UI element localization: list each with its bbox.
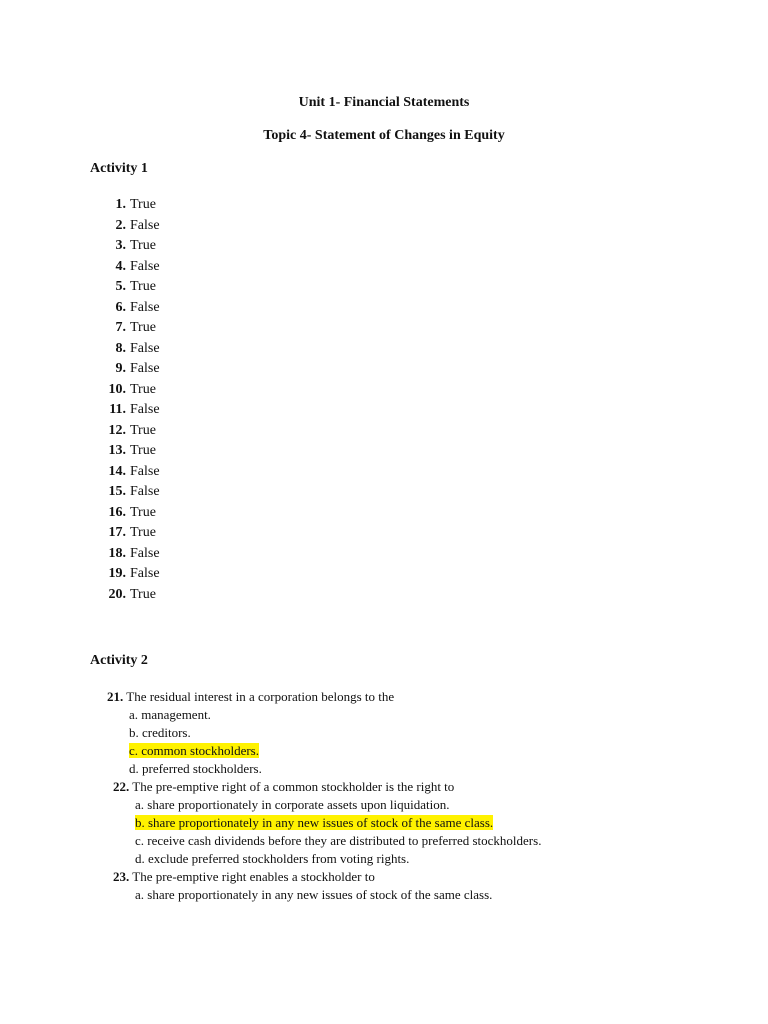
activity1-item [0, 400, 768, 421]
activity1-item [0, 482, 768, 503]
item-answer: True [130, 381, 156, 397]
question-22 [113, 778, 454, 796]
item-number: 17. [108, 525, 126, 540]
option-21c [129, 742, 259, 760]
item-number: 15. [108, 484, 126, 499]
item-number: 14. [108, 463, 126, 479]
item-number: 3. [115, 238, 126, 253]
item-number: 13. [108, 443, 126, 458]
item-answer: False [130, 258, 160, 274]
question-text: The pre-emptive right enables a stockholder to [132, 869, 375, 884]
question-number: 22. [113, 779, 130, 794]
item-answer: True [130, 320, 156, 335]
item-answer: True [130, 197, 156, 212]
item-answer: True [130, 443, 156, 458]
option-22b [135, 814, 493, 832]
item-answer: False [130, 340, 160, 356]
highlighted-answer: b. share proportionately in any new issues of stock of the same class. [135, 815, 494, 830]
item-answer: True [130, 422, 156, 438]
question-23 [113, 868, 375, 886]
question-21 [107, 688, 394, 706]
option-21d: d. preferred stockholders. [129, 761, 262, 776]
item-answer: False [130, 361, 160, 376]
item-answer: True [130, 586, 156, 602]
item-number: 19. [108, 566, 126, 581]
item-number: 7. [115, 320, 126, 335]
activity1-item [0, 564, 768, 585]
item-answer: True [130, 504, 156, 520]
item-number: 20. [108, 586, 126, 602]
option-23a: a. share proportionately in any new issues of stock of the same class. [135, 887, 493, 902]
activity1-item [0, 216, 768, 237]
activity1-item [0, 359, 768, 380]
item-number: 16. [108, 504, 126, 520]
item-answer: False [130, 402, 160, 417]
item-number: 4. [115, 258, 126, 274]
activity1-item [0, 257, 768, 278]
item-number: 8. [115, 340, 126, 356]
activity1-item [0, 380, 768, 401]
activity1-item [0, 544, 768, 565]
activity1-item [0, 277, 768, 298]
item-number: 10. [108, 381, 126, 397]
item-number: 5. [115, 279, 126, 294]
item-number: 12. [108, 422, 126, 438]
item-number: 1. [115, 197, 126, 212]
item-number: 18. [108, 545, 126, 561]
item-answer: True [130, 238, 156, 253]
item-number: 2. [115, 217, 126, 233]
item-answer: True [130, 525, 156, 540]
activity1-item [0, 339, 768, 360]
activity1-item [0, 318, 768, 339]
activity1-item [0, 298, 768, 319]
item-answer: True [130, 279, 156, 294]
activity1-item [0, 523, 768, 544]
item-answer: False [130, 566, 160, 581]
option-22d: d. exclude preferred stockholders from voting rights. [135, 851, 410, 866]
option-22a: a. share proportionately in corporate assets upon liquidation. [135, 797, 450, 812]
activity1-heading: Activity 1 [90, 161, 148, 176]
option-21a: a. management. [129, 707, 211, 722]
question-text: The pre-emptive right of a common stockholder is the right to [132, 779, 455, 794]
item-answer: False [130, 484, 160, 499]
document-subtitle: Topic 4- Statement of Changes in Equity [263, 128, 505, 143]
activity1-item [0, 503, 768, 524]
activity1-item [0, 585, 768, 606]
item-number: 11. [109, 402, 126, 417]
item-answer: False [130, 299, 160, 315]
item-number: 6. [115, 299, 126, 315]
activity1-item [0, 421, 768, 442]
highlighted-answer: c. common stockholders. [129, 743, 259, 758]
question-number: 23. [113, 869, 130, 884]
item-answer: False [130, 545, 160, 561]
option-22c: c. receive cash dividends before they are distributed to preferred stockholders. [135, 833, 542, 848]
activity2-heading: Activity 2 [90, 653, 148, 668]
activity1-item [0, 195, 768, 216]
activity1-answer-list [0, 195, 768, 605]
activity1-item [0, 441, 768, 462]
question-number: 21. [107, 689, 124, 704]
document-title: Unit 1- Financial Statements [298, 95, 470, 110]
item-answer: False [130, 463, 160, 479]
option-21b: b. creditors. [129, 725, 191, 740]
item-number: 9. [115, 361, 126, 376]
activity1-item [0, 462, 768, 483]
activity1-item [0, 236, 768, 257]
item-answer: False [130, 217, 160, 233]
question-text: The residual interest in a corporation belongs to the [126, 689, 395, 704]
